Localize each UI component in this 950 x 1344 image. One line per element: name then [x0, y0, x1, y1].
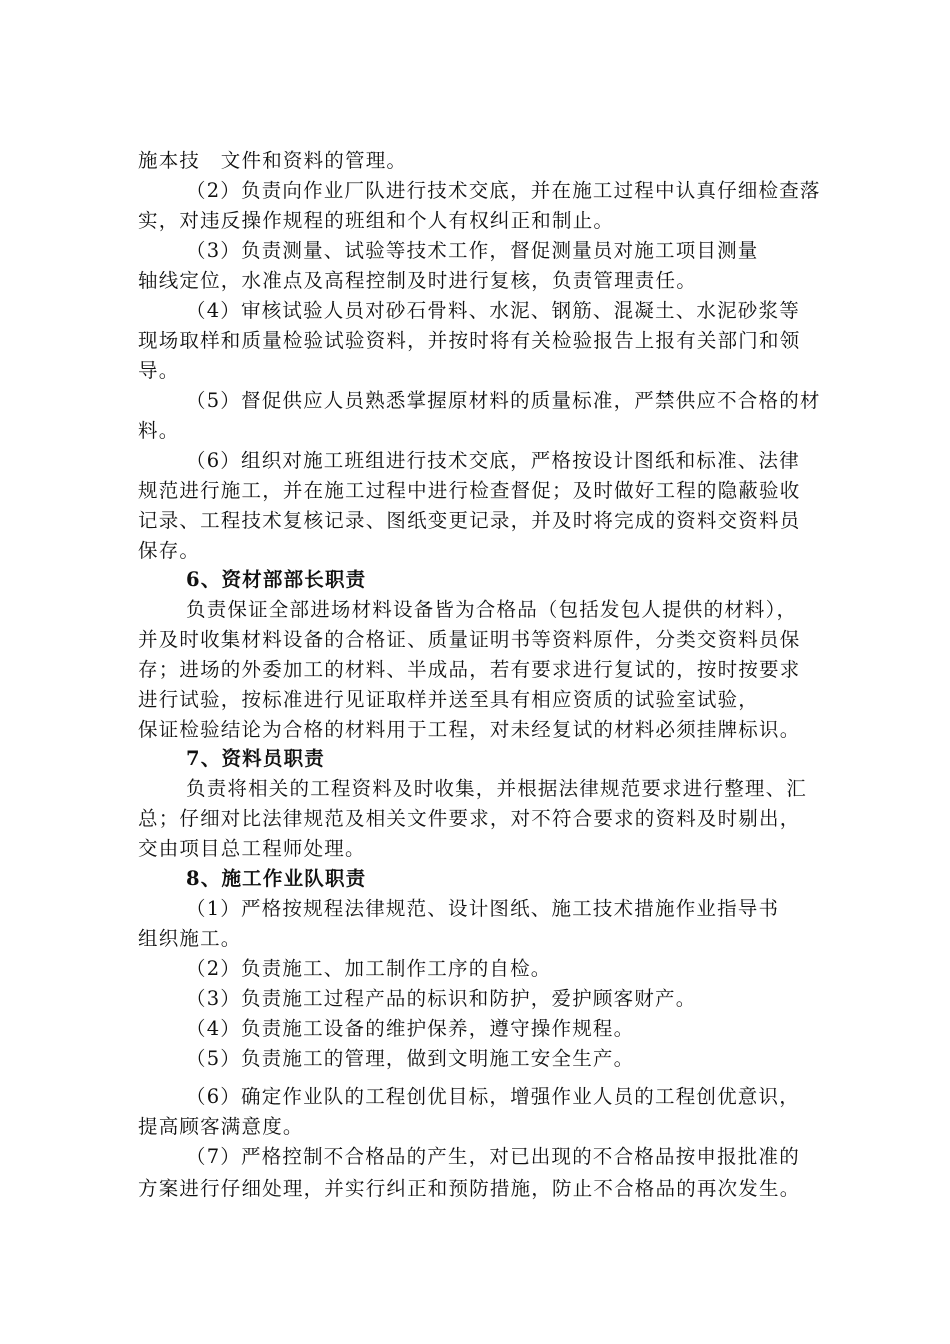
text-line: 存；进场的外委加工的材料、半成品，若有要求进行复试的，按时按要求 — [138, 658, 801, 681]
text-line: 负责将相关的工程资料及时收集，并根据法律规范要求进行整理、汇 — [186, 777, 808, 800]
text-line: 实，对违反操作规程的班组和个人有权纠正和制止。 — [138, 209, 615, 232]
text-line: （2）负责向作业厂队进行技术交底，并在施工过程中认真仔细检查落 — [186, 179, 821, 202]
text-line: 提高顾客满意度。 — [138, 1115, 304, 1138]
text-line: 组织施工。 — [138, 927, 242, 950]
text-line: 规范进行施工，并在施工过程中进行检查督促；及时做好工程的隐蔽验收 — [138, 479, 801, 502]
text-line: （3）负责施工过程产品的标识和防护，爱护顾客财产。 — [186, 987, 697, 1010]
text-line: （5）督促供应人员熟悉掌握原材料的质量标准，严禁供应不合格的材 — [186, 389, 821, 412]
section-heading: 7、资料员职责 — [186, 747, 325, 770]
text-line: 施本技 文件和资料的管理。 — [138, 149, 408, 172]
text-line: （5）负责施工的管理，做到文明施工安全生产。 — [186, 1047, 635, 1070]
text-line: 进行试验，按标准进行见证取样并送至具有相应资质的试验室试验， — [138, 688, 760, 711]
text-line: （3）负责测量、试验等技术工作，督促测量员对施工项目测量 — [186, 239, 759, 262]
text-line: 并及时收集材料设备的合格证、质量证明书等资料原件，分类交资料员保 — [138, 628, 801, 651]
text-line: 保存。 — [138, 539, 201, 562]
text-line: 料。 — [138, 419, 180, 442]
text-line: （7）严格控制不合格品的产生，对已出现的不合格品按申报批准的 — [186, 1145, 800, 1168]
text-line: 总；仔细对比法律规范及相关文件要求，对不符合要求的资料及时剔出， — [138, 807, 801, 830]
text-line: （1）严格按规程法律规范、设计图纸、施工技术措施作业指导书 — [186, 897, 780, 920]
text-line: 现场取样和质量检验试验资料，并按时将有关检验报告上报有关部门和领 — [138, 329, 801, 352]
text-line: 轴线定位，水准点及高程控制及时进行复核，负责管理责任。 — [138, 269, 697, 292]
text-line: （6）组织对施工班组进行技术交底，严格按设计图纸和标准、法律 — [186, 449, 800, 472]
text-line: （4）负责施工设备的维护保养，遵守操作规程。 — [186, 1017, 635, 1040]
text-line: （4）审核试验人员对砂石骨料、水泥、钢筋、混凝土、水泥砂浆等 — [186, 299, 800, 322]
text-line: 交由项目总工程师处理。 — [138, 837, 366, 860]
text-line: 导。 — [138, 359, 180, 382]
section-heading: 8、施工作业队职责 — [186, 867, 367, 890]
text-line: （2）负责施工、加工制作工序的自检。 — [186, 957, 552, 980]
text-line: 记录、工程技术复核记录、图纸变更记录，并及时将完成的资料交资料员 — [138, 509, 801, 532]
text-line: 方案进行仔细处理，并实行纠正和预防措施，防止不合格品的再次发生。 — [138, 1177, 801, 1200]
text-line: （6）确定作业队的工程创优目标，增强作业人员的工程创优意识， — [186, 1085, 800, 1108]
text-line: 保证检验结论为合格的材料用于工程，对未经复试的材料必须挂牌标识。 — [138, 718, 801, 741]
text-line: 负责保证全部进场材料设备皆为合格品（包括发包人提供的材料）， — [186, 598, 798, 621]
section-heading: 6、资材部部长职责 — [186, 568, 367, 591]
